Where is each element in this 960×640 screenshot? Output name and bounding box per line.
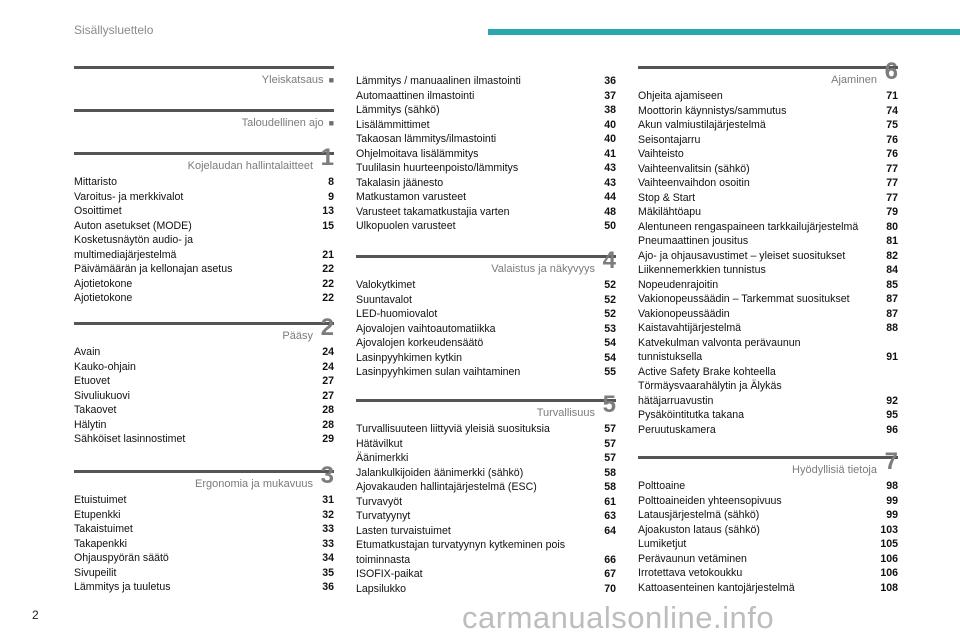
toc-entry[interactable] (356, 466, 616, 481)
section-title: Pääsy (282, 330, 313, 342)
section-heading (638, 448, 898, 479)
toc-entry-label: Lasinpyyhkimen kytkin (356, 351, 462, 364)
toc-entry[interactable] (638, 162, 898, 177)
toc-entry-page-number: 79 (886, 206, 898, 218)
section-title: Turvallisuus (536, 407, 595, 419)
toc-entry-page-number: 55 (604, 366, 616, 378)
toc-entry-label: Äänimerkki (356, 452, 409, 464)
toc-entry-label: Polttoaineiden yhteensopivuus (638, 494, 782, 507)
toc-entry-page-number: 91 (886, 351, 898, 363)
toc-entry-list (638, 89, 898, 437)
toc-entry[interactable] (356, 336, 616, 351)
toc-entry[interactable] (356, 307, 616, 322)
toc-entry[interactable] (74, 522, 334, 537)
toc-entry[interactable] (74, 389, 334, 404)
toc-entry[interactable] (356, 524, 616, 539)
toc-entry-page-number: 33 (322, 537, 334, 550)
section-heading (74, 144, 334, 175)
toc-entry[interactable] (356, 365, 616, 380)
section-title: Kojelaudan hallintalaitteet (187, 160, 313, 172)
section-title-link[interactable] (262, 74, 334, 87)
toc-entry-label: Polttoaine (638, 480, 686, 492)
toc-entry[interactable] (356, 118, 616, 133)
toc-entry-page-number: 96 (886, 423, 898, 436)
toc-entry-label: Moottorin käynnistys/sammutus (638, 104, 787, 117)
toc-entry[interactable] (638, 307, 898, 322)
toc-entry-page-number: 80 (886, 220, 898, 233)
toc-entry-page-number: 76 (886, 148, 898, 160)
toc-entry[interactable] (356, 161, 616, 176)
toc-entry-page-number: 22 (322, 277, 334, 290)
toc-entry[interactable] (638, 537, 898, 552)
section-title-link[interactable] (188, 160, 313, 173)
toc-entry-page-number: 8 (328, 176, 334, 188)
toc-entry-label: Liikennemerkkien tunnistus (638, 264, 766, 276)
toc-entry-page-number: 44 (604, 191, 616, 203)
toc-entry[interactable] (74, 175, 334, 190)
toc-entry[interactable] (74, 493, 334, 508)
toc-entry-page-number: 27 (322, 389, 334, 402)
toc-entry-page-number: 34 (322, 552, 334, 564)
toc-entry[interactable] (638, 205, 898, 220)
section-title: Ajaminen (831, 74, 877, 86)
toc-entry-label: Active Safety Brake kohteella Törmäysvaarahälytin ja Älykäs hätäjarruavustin (638, 365, 782, 407)
toc-entry-page-number: 52 (604, 308, 616, 320)
section-number: 1 (320, 144, 334, 171)
toc-entry-list (356, 74, 616, 234)
toc-entry-label: Nopeudenrajoitin (638, 278, 719, 291)
toc-entry-page-number: 9 (328, 190, 334, 203)
toc-entry-label: Hätävilkut (356, 437, 403, 450)
toc-entry[interactable] (356, 147, 616, 162)
toc-entry-page-number: 63 (604, 510, 616, 522)
toc-entry-page-number: 35 (322, 566, 334, 579)
toc-entry[interactable] (356, 74, 616, 89)
section-number: 3 (320, 462, 334, 489)
toc-entry[interactable] (74, 374, 334, 389)
section-title-link[interactable] (242, 117, 334, 130)
toc-entry-page-number: 36 (604, 75, 616, 87)
toc-entry-label: Takapenkki (74, 537, 127, 550)
toc-entry-label: Mittaristo (74, 176, 117, 188)
toc-entry-page-number: 57 (604, 423, 616, 435)
toc-entry[interactable] (638, 220, 898, 235)
toc-entry[interactable] (74, 508, 334, 523)
toc-entry-page-number: 77 (886, 191, 898, 204)
toc-entry-label: Turvatyynyt (356, 510, 411, 522)
toc-entry-label: Lasten turvaistuimet (356, 524, 451, 537)
toc-entry[interactable] (356, 538, 616, 567)
toc-entry[interactable] (638, 581, 898, 596)
toc-entry-page-number: 37 (604, 89, 616, 102)
toc-entry-page-number: 28 (322, 404, 334, 416)
toc-entry[interactable] (74, 551, 334, 566)
toc-entry[interactable] (638, 523, 898, 538)
toc-entry[interactable] (638, 176, 898, 191)
toc-section-paasy (74, 314, 334, 447)
section-title: Valaistus ja näkyvyys (491, 263, 595, 275)
section-number: 5 (602, 391, 616, 418)
toc-entry[interactable] (356, 422, 616, 437)
toc-entry[interactable] (638, 234, 898, 249)
toc-section-ergonomia-ja-mukavuus (74, 462, 334, 595)
toc-entry-label: Lasinpyyhkimen sulan vaihtaminen (356, 366, 521, 378)
toc-entry-page-number: 85 (886, 278, 898, 291)
toc-entry-page-number: 57 (604, 452, 616, 464)
toc-entry-label: Seisontajarru (638, 133, 701, 146)
toc-section-kojelaudan-hallintalaitteet (74, 144, 334, 306)
toc-entry-label: Turvallisuuteen liittyviä yleisiä suosituksia (356, 423, 550, 435)
section-heading (356, 247, 616, 278)
toc-entry-label: Hälytin (74, 418, 107, 431)
toc-entry[interactable] (638, 365, 898, 409)
toc-entry[interactable] (638, 408, 898, 423)
toc-entry[interactable] (356, 176, 616, 191)
section-title-link[interactable] (282, 330, 313, 343)
toc-entry-page-number: 41 (604, 147, 616, 160)
toc-entry-label: Etupenkki (74, 508, 121, 521)
toc-entry-label: Ohjauspyörän säätö (74, 552, 169, 564)
toc-entry-page-number: 66 (604, 553, 616, 566)
toc-entry[interactable] (638, 89, 898, 104)
toc-entry[interactable] (356, 89, 616, 104)
toc-entry[interactable] (638, 191, 898, 206)
toc-entry-label: Ohjelmoitava lisälämmitys (356, 147, 479, 160)
toc-entry[interactable] (638, 104, 898, 119)
toc-entry-page-number: 24 (322, 346, 334, 358)
toc-entry-page-number: 36 (322, 581, 334, 593)
section-title: Yleiskatsaus (261, 74, 324, 86)
toc-entry-label: Pneumaattinen jousitus (638, 235, 749, 247)
section-number: 6 (884, 58, 898, 85)
toc-entry[interactable] (638, 278, 898, 293)
toc-entry-page-number: 38 (604, 104, 616, 116)
toc-entry-label: Jalankulkijoiden äänimerkki (sähkö) (356, 466, 524, 479)
toc-entry-label: Ajovakauden hallintajärjestelmä (ESC) (356, 481, 537, 493)
toc-entry-label: LED-huomiovalot (356, 308, 438, 320)
toc-entry[interactable] (638, 479, 898, 494)
toc-entry[interactable] (74, 204, 334, 219)
toc-entry[interactable] (74, 537, 334, 552)
toc-entry-list (74, 345, 334, 447)
toc-entry-page-number: 58 (604, 466, 616, 479)
toc-entry-page-number: 29 (322, 433, 334, 445)
watermark: carmanualsonline.info (462, 600, 775, 635)
toc-entry-label: Ulkopuolen varusteet (356, 220, 456, 232)
toc-entry[interactable] (356, 509, 616, 524)
toc-entry-label: Ajotietokone (74, 292, 133, 304)
toc-entry-page-number: 32 (322, 508, 334, 521)
toc-entry-page-number: 15 (322, 219, 334, 232)
toc-entry-page-number: 22 (322, 263, 334, 275)
toc-section-continued (356, 74, 616, 234)
toc-entry-page-number: 50 (604, 220, 616, 232)
toc-entry-label: Kaistavahtijärjestelmä (638, 322, 742, 334)
toc-entry-label: Sivuliukuovi (74, 389, 130, 402)
toc-entry-label: Vakionopeussäädin (638, 307, 730, 320)
toc-entry[interactable] (356, 293, 616, 308)
toc-entry-page-number: 75 (886, 119, 898, 131)
page-number: 2 (32, 608, 39, 622)
toc-entry-label: Auton asetukset (MODE) (74, 219, 192, 232)
toc-entry-label: Sähköiset lasinnostimet (74, 433, 186, 445)
section-title: Taloudellinen ajo (241, 117, 324, 129)
toc-entry-page-number: 99 (886, 494, 898, 507)
toc-entry-page-number: 99 (886, 509, 898, 521)
toc-entry-page-number: 77 (886, 177, 898, 189)
toc-entry-page-number: 70 (604, 582, 616, 595)
toc-entry-label: Kattoasenteinen kantojärjestelmä (638, 581, 795, 594)
toc-entry-label: Stop & Start (638, 191, 696, 204)
toc-entry-label: Sivupeilit (74, 566, 117, 579)
toc-entry[interactable] (638, 321, 898, 336)
toc-entry-page-number: 61 (604, 495, 616, 508)
toc-entry-label: Valokytkimet (356, 279, 416, 291)
toc-entry[interactable] (74, 360, 334, 375)
toc-entry[interactable] (74, 345, 334, 360)
section-number: 7 (884, 448, 898, 475)
toc-entry-page-number: 103 (880, 523, 898, 536)
toc-entry-label: Ajotietokone (74, 277, 133, 290)
section-title-link[interactable] (831, 74, 877, 87)
toc-entry-page-number: 108 (880, 581, 898, 594)
toc-entry[interactable] (638, 552, 898, 567)
toc-entry-label: Irrotettava vetokoukku (638, 567, 743, 579)
toc-entry-page-number: 76 (886, 133, 898, 146)
toc-section-taloudellinen-ajo (74, 109, 334, 132)
toc-entry-label: Päivämäärän ja kellonajan asetus (74, 263, 233, 275)
toc-entry-page-number: 52 (604, 293, 616, 306)
toc-entry-label: Etumatkustajan turvatyynyn kytkeminen pois toiminnasta (356, 539, 566, 566)
toc-entry-list (74, 493, 334, 595)
toc-entry-label: Takaosan lämmitys/ilmastointi (356, 133, 497, 145)
toc-entry-page-number: 84 (886, 264, 898, 276)
toc-entry-label: Tuulilasin huurteenpoisto/lämmitys (356, 162, 519, 174)
section-title-link[interactable] (491, 263, 595, 276)
toc-entry[interactable] (356, 278, 616, 293)
toc-entry[interactable] (356, 351, 616, 366)
toc-entry-page-number: 27 (322, 375, 334, 387)
toc-entry[interactable] (356, 205, 616, 220)
toc-entry[interactable] (74, 418, 334, 433)
section-heading (638, 58, 898, 89)
toc-entry-page-number: 71 (886, 90, 898, 102)
toc-entry-label: Vakionopeussäädin – Tarkemmat suositukset (638, 293, 850, 305)
toc-entry-page-number: 105 (880, 538, 898, 550)
toc-entry[interactable] (638, 566, 898, 581)
toc-entry-label: Suuntavalot (356, 293, 412, 306)
toc-entry-page-number: 64 (604, 524, 616, 537)
toc-entry-label: ISOFIX-paikat (356, 568, 423, 580)
toc-entry[interactable] (356, 132, 616, 147)
toc-entry-label: Ajoakuston lataus (sähkö) (638, 523, 760, 536)
toc-entry-label: Takaovet (74, 404, 117, 416)
toc-entry-page-number: 54 (604, 351, 616, 364)
header-accent-bar (488, 29, 960, 35)
toc-entry-page-number: 22 (322, 292, 334, 304)
toc-entry[interactable] (638, 147, 898, 162)
toc-entry-label: Ajovalojen korkeudensäätö (356, 337, 484, 349)
toc-entry-page-number: 92 (886, 394, 898, 407)
toc-entry-label: Lämmitys / manuaalinen ilmastointi (356, 75, 521, 87)
toc-entry-label: Mäkilähtöapu (638, 206, 702, 218)
toc-entry-page-number: 53 (604, 322, 616, 335)
toc-entry[interactable] (74, 432, 334, 447)
toc-entry[interactable] (356, 322, 616, 337)
section-heading (356, 391, 616, 422)
toc-entry[interactable] (356, 437, 616, 452)
toc-entry-page-number: 77 (886, 162, 898, 175)
toc-entry[interactable] (74, 566, 334, 581)
toc-entry-page-number: 87 (886, 307, 898, 320)
toc-entry-list (74, 175, 334, 306)
toc-entry-label: Vaihteenvalitsin (sähkö) (638, 162, 750, 175)
toc-section-yleiskatsaus (74, 66, 334, 89)
toc-entry-label: Lisälämmittimet (356, 118, 430, 131)
section-heading (74, 314, 334, 345)
toc-entry-label: Osoittimet (74, 205, 122, 217)
section-number: 4 (602, 247, 616, 274)
toc-entry-label: Lumiketjut (638, 538, 687, 550)
toc-entry-page-number: 54 (604, 337, 616, 349)
toc-entry-label: Pysäköintitutka takana (638, 409, 744, 421)
toc-entry[interactable] (74, 190, 334, 205)
toc-entry-label: Varusteet takamatkustajia varten (356, 205, 510, 218)
toc-entry-page-number: 13 (322, 205, 334, 217)
toc-entry-label: Vaihteisto (638, 148, 684, 160)
toc-entry[interactable] (74, 219, 334, 234)
toc-entry-label: Lämmitys (sähkö) (356, 104, 440, 116)
section-heading (74, 462, 334, 493)
toc-entry-page-number: 31 (322, 494, 334, 506)
toc-section-valaistus-ja-nakyvyys (356, 247, 616, 380)
toc-entry[interactable] (356, 495, 616, 510)
toc-entry-page-number: 40 (604, 133, 616, 145)
toc-entry-page-number: 87 (886, 293, 898, 305)
toc-entry[interactable] (638, 133, 898, 148)
toc-entry-page-number: 82 (886, 249, 898, 262)
toc-entry-label: Etuistuimet (74, 494, 127, 506)
section-heading (74, 112, 334, 132)
toc-entry-label: Ajo- ja ohjausavustimet – yleiset suositukset (638, 249, 846, 262)
toc-entry-label: Avain (74, 346, 101, 358)
toc-entry[interactable] (638, 249, 898, 264)
toc-entry-page-number: 21 (322, 248, 334, 261)
toc-entry[interactable] (356, 567, 616, 582)
toc-entry-label: Automaattinen ilmastointi (356, 89, 475, 102)
toc-entry-label: Takaistuimet (74, 523, 133, 535)
toc-entry[interactable] (74, 403, 334, 418)
toc-entry-label: Matkustamon varusteet (356, 191, 467, 203)
toc-entry-page-number: 57 (604, 437, 616, 450)
toc-entry-page-number: 43 (604, 162, 616, 174)
toc-entry-label: Katvekulman valvonta perävaunun tunnistuksella (638, 336, 801, 363)
toc-entry-list (356, 278, 616, 380)
toc-entry-page-number: 52 (604, 279, 616, 291)
toc-entry[interactable] (638, 118, 898, 133)
section-title-link[interactable] (195, 478, 313, 491)
toc-entry-page-number: 74 (886, 104, 898, 117)
toc-entry[interactable] (356, 480, 616, 495)
toc-entry[interactable] (638, 494, 898, 509)
toc-entry-label: Lämmitys ja tuuletus (74, 581, 171, 593)
section-title-link[interactable] (792, 464, 877, 477)
toc-entry-page-number: 48 (604, 205, 616, 218)
section-title-link[interactable] (537, 407, 595, 420)
toc-entry[interactable] (74, 277, 334, 292)
toc-entry[interactable] (356, 582, 616, 597)
toc-section-ajaminen (638, 58, 898, 437)
toc-entry[interactable] (638, 263, 898, 278)
toc-entry-label: Etuovet (74, 375, 110, 387)
section-heading (74, 69, 334, 89)
toc-entry-page-number: 88 (886, 322, 898, 334)
toc-entry[interactable] (74, 233, 334, 262)
section-title: Hyödyllisiä tietoja (792, 464, 877, 476)
toc-entry[interactable] (74, 580, 334, 595)
toc-entry-label: Alentuneen rengaspaineen tarkkailujärjestelmä (638, 220, 859, 233)
toc-entry-list (356, 422, 616, 596)
toc-entry-label: Latausjärjestelmä (sähkö) (638, 509, 760, 521)
toc-entry-label: Lapsilukko (356, 582, 407, 595)
toc-entry-label: Akun valmiustilajärjestelmä (638, 119, 766, 131)
toc-entry-page-number: 40 (604, 118, 616, 131)
section-title: Ergonomia ja mukavuus (194, 478, 313, 490)
toc-entry-page-number: 95 (886, 409, 898, 421)
toc-entry-page-number: 106 (880, 552, 898, 565)
toc-section-turvallisuus (356, 391, 616, 596)
toc-entry-label: Vaihteenvaihdon osoitin (638, 177, 750, 189)
toc-entry-page-number: 24 (322, 360, 334, 373)
toc-entry[interactable] (638, 423, 898, 438)
toc-section-hyodyllisia-tietoja (638, 448, 898, 595)
toc-entry-label: Ajovalojen vaihtoautomatiikka (356, 322, 496, 335)
toc-entry-label: Kosketusnäytön audio- ja multimediajärjestelmä (74, 234, 193, 261)
toc-entry[interactable] (74, 262, 334, 277)
toc-entry-page-number: 81 (886, 235, 898, 247)
toc-entry-page-number: 43 (604, 176, 616, 189)
page-header-title: Sisällysluettelo (74, 23, 154, 37)
toc-entry[interactable] (356, 103, 616, 118)
toc-entry-label: Varoitus- ja merkkivalot (74, 190, 184, 203)
toc-entry-label: Takalasin jäänesto (356, 176, 444, 189)
toc-entry-page-number: 58 (604, 481, 616, 493)
toc-entry-page-number: 98 (886, 480, 898, 492)
toc-entry-page-number: 33 (322, 523, 334, 535)
toc-entry[interactable] (356, 219, 616, 234)
section-number: 2 (320, 314, 334, 341)
toc-entry-page-number: 67 (604, 568, 616, 580)
toc-entry-label: Peruutuskamera (638, 423, 716, 436)
toc-entry-label: Perävaunun vetäminen (638, 552, 747, 565)
toc-entry-label: Turvavyöt (356, 495, 403, 508)
toc-entry-label: Kauko-ohjain (74, 360, 136, 373)
square-bullet-icon: ■ (328, 118, 334, 128)
toc-entry-list (638, 479, 898, 595)
toc-entry-page-number: 28 (322, 418, 334, 431)
toc-entry[interactable] (74, 291, 334, 306)
toc-entry[interactable] (638, 292, 898, 307)
square-bullet-icon: ■ (328, 75, 334, 85)
toc-entry[interactable] (356, 451, 616, 466)
toc-entry[interactable] (638, 336, 898, 365)
toc-entry[interactable] (638, 508, 898, 523)
toc-entry[interactable] (356, 190, 616, 205)
toc-entry-label: Ohjeita ajamiseen (638, 90, 723, 102)
toc-entry-page-number: 106 (880, 567, 898, 579)
